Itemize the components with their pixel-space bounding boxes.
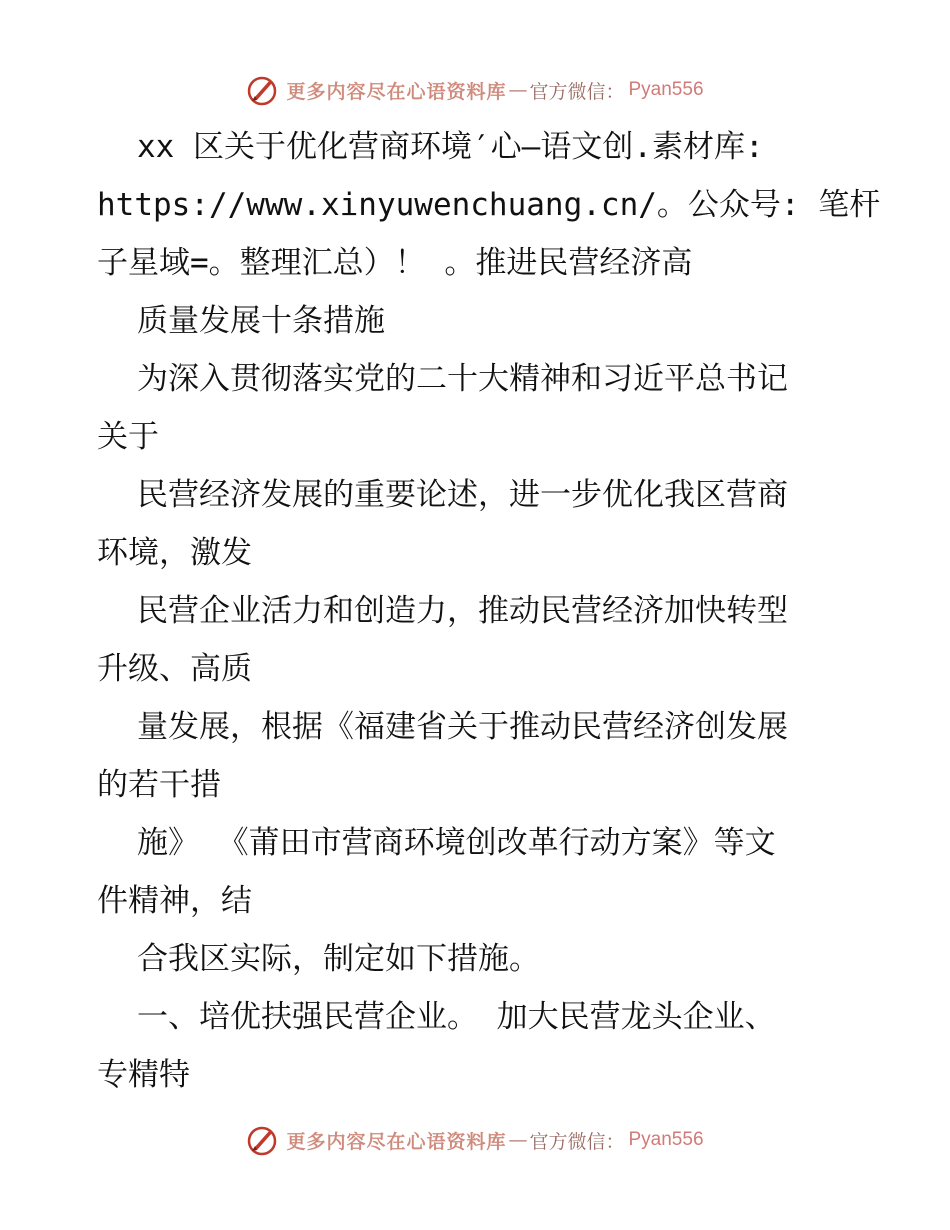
watermark-wechat-id: Pyan556 xyxy=(628,1129,704,1150)
watermark-wechat-id: Pyan556 xyxy=(628,79,704,100)
text-line: https://www.xinyuwenchuang.cn/。公众号: 笔杆 xyxy=(97,187,881,223)
text-line: 件精神，结 xyxy=(97,883,252,919)
header-watermark xyxy=(0,70,950,110)
watermark-text: 更多内容尽在心语资料库 xyxy=(286,1130,507,1153)
text-line: xx 区关于优化营商环境′心—语文创.素材库: xyxy=(137,129,764,165)
text-line: 升级、高质 xyxy=(97,651,252,687)
document-body xyxy=(97,118,881,1104)
text-line: 专精特 xyxy=(97,1057,190,1093)
watermark-separator: — xyxy=(508,1129,528,1151)
quill-pen-logo-icon xyxy=(246,74,278,106)
watermark-wechat-label: 官方微信： xyxy=(529,80,625,103)
watermark-wechat-label: 官方微信： xyxy=(529,1130,625,1153)
text-line: 环境，激发 xyxy=(97,535,252,571)
footer-watermark xyxy=(0,1120,950,1160)
text-line: 关于 xyxy=(97,419,159,455)
quill-pen-logo-icon xyxy=(246,1124,278,1156)
text-line: 一、培优扶强民营企业。 加大民营龙头企业、 xyxy=(137,999,776,1035)
text-line: 施》 《莆田市营商环境创改革行动方案》等文 xyxy=(137,825,776,861)
text-line: 民营企业活力和创造力，推动民营经济加快转型 xyxy=(137,593,788,629)
text-line: 的若干措 xyxy=(97,767,221,803)
text-line: 质量发展十条措施 xyxy=(137,303,385,339)
watermark-separator: — xyxy=(508,79,528,101)
text-line: 民营经济发展的重要论述，进一步优化我区营商 xyxy=(137,477,788,513)
text-line: 为深入贯彻落实党的二十大精神和习近平总书记 xyxy=(137,361,788,397)
text-line: 子星域=。整理汇总）！ 。推进民营经济高 xyxy=(97,245,693,281)
watermark-text: 更多内容尽在心语资料库 xyxy=(286,80,507,103)
text-line: 合我区实际，制定如下措施。 xyxy=(137,941,540,977)
text-line: 量发展，根据《福建省关于推动民营经济创发展 xyxy=(137,709,788,745)
